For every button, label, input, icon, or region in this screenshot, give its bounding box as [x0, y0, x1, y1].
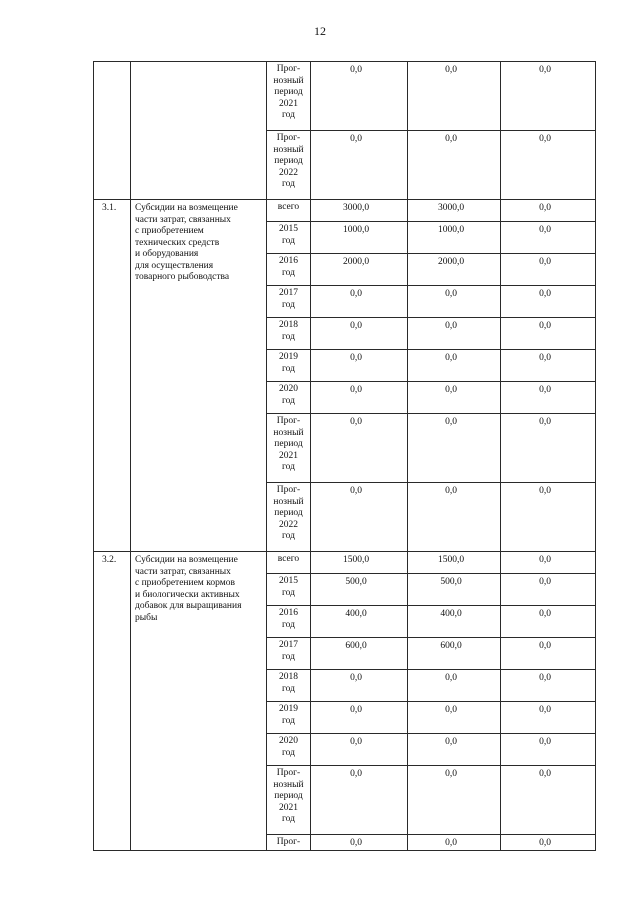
table-row [94, 200, 596, 222]
amount-cell: 0,0 [311, 286, 408, 318]
amount-cell: 0,0 [501, 574, 596, 606]
amount-cell: 600,0 [311, 638, 408, 670]
amount-cell: 0,0 [311, 62, 408, 131]
section-number: 3.2. [94, 552, 131, 851]
section-number [94, 62, 131, 200]
amount-cell: 2000,0 [408, 254, 501, 286]
amount-cell: 0,0 [311, 382, 408, 414]
amount-cell: 0,0 [408, 62, 501, 131]
amount-cell: 0,0 [501, 414, 596, 483]
amount-cell: 0,0 [501, 734, 596, 766]
amount-cell: 0,0 [408, 766, 501, 835]
period-cell: всего [267, 552, 311, 574]
amount-cell: 400,0 [311, 606, 408, 638]
amount-cell: 0,0 [408, 382, 501, 414]
section-description: Субсидии на возмещение части затрат, связанных с приобретением кормов и биологически активных добавок для выращивания рыбы [131, 552, 267, 851]
amount-cell: 0,0 [501, 835, 596, 851]
amount-cell: 0,0 [501, 483, 596, 552]
amount-cell: 0,0 [311, 350, 408, 382]
amount-cell: 0,0 [311, 414, 408, 483]
amount-cell: 0,0 [408, 734, 501, 766]
period-cell: Прог- нозный период 2021 год [267, 414, 311, 483]
amount-cell: 0,0 [501, 350, 596, 382]
period-cell: 2016 год [267, 254, 311, 286]
amount-cell: 0,0 [311, 702, 408, 734]
amount-cell: 3000,0 [408, 200, 501, 222]
amount-cell: 500,0 [311, 574, 408, 606]
period-cell: Прог- нозный период 2022 год [267, 131, 311, 200]
table-row [94, 62, 596, 131]
amount-cell: 1500,0 [408, 552, 501, 574]
period-cell: 2018 год [267, 670, 311, 702]
amount-cell: 0,0 [311, 131, 408, 200]
section-description [131, 62, 267, 200]
period-cell: 2016 год [267, 606, 311, 638]
amount-cell: 0,0 [501, 318, 596, 350]
period-cell: 2019 год [267, 350, 311, 382]
amount-cell: 1000,0 [408, 222, 501, 254]
amount-cell: 600,0 [408, 638, 501, 670]
period-cell: 2017 год [267, 286, 311, 318]
amount-cell: 0,0 [311, 835, 408, 851]
amount-cell: 0,0 [408, 131, 501, 200]
period-cell: 2017 год [267, 638, 311, 670]
amount-cell: 0,0 [501, 552, 596, 574]
amount-cell: 0,0 [501, 670, 596, 702]
amount-cell: 0,0 [311, 483, 408, 552]
period-cell: 2018 год [267, 318, 311, 350]
period-cell: 2019 год [267, 702, 311, 734]
amount-cell: 400,0 [408, 606, 501, 638]
amount-cell: 0,0 [501, 254, 596, 286]
period-cell: Прог- нозный период 2021 год [267, 62, 311, 131]
amount-cell: 0,0 [311, 734, 408, 766]
amount-cell: 0,0 [311, 766, 408, 835]
amount-cell: 500,0 [408, 574, 501, 606]
amount-cell: 0,0 [408, 483, 501, 552]
period-cell: всего [267, 200, 311, 222]
section-number: 3.1. [94, 200, 131, 552]
amount-cell: 0,0 [408, 286, 501, 318]
amount-cell: 0,0 [501, 606, 596, 638]
amount-cell: 0,0 [501, 200, 596, 222]
amount-cell: 0,0 [408, 350, 501, 382]
amount-cell: 0,0 [501, 222, 596, 254]
amount-cell: 0,0 [501, 62, 596, 131]
budget-table [93, 61, 596, 851]
amount-cell: 1000,0 [311, 222, 408, 254]
amount-cell: 0,0 [311, 670, 408, 702]
amount-cell: 0,0 [501, 766, 596, 835]
amount-cell: 0,0 [408, 670, 501, 702]
amount-cell: 0,0 [408, 318, 501, 350]
amount-cell: 0,0 [311, 318, 408, 350]
amount-cell: 0,0 [501, 638, 596, 670]
amount-cell: 0,0 [501, 286, 596, 318]
amount-cell: 3000,0 [311, 200, 408, 222]
amount-cell: 0,0 [501, 382, 596, 414]
page-number: 12 [314, 24, 326, 38]
period-cell: Прог- нозный период 2021 год [267, 766, 311, 835]
amount-cell: 0,0 [408, 414, 501, 483]
amount-cell: 0,0 [501, 702, 596, 734]
amount-cell: 0,0 [408, 702, 501, 734]
amount-cell: 1500,0 [311, 552, 408, 574]
period-cell: Прог- [267, 835, 311, 851]
table-row [94, 552, 596, 574]
period-cell: 2020 год [267, 382, 311, 414]
period-cell: 2020 год [267, 734, 311, 766]
section-description: Субсидии на возмещение части затрат, связанных с приобретением технических средств и оборудования для осуществления товарного рыбоводства [131, 200, 267, 552]
amount-cell: 0,0 [501, 131, 596, 200]
period-cell: Прог- нозный период 2022 год [267, 483, 311, 552]
amount-cell: 2000,0 [311, 254, 408, 286]
amount-cell: 0,0 [408, 835, 501, 851]
period-cell: 2015 год [267, 574, 311, 606]
period-cell: 2015 год [267, 222, 311, 254]
